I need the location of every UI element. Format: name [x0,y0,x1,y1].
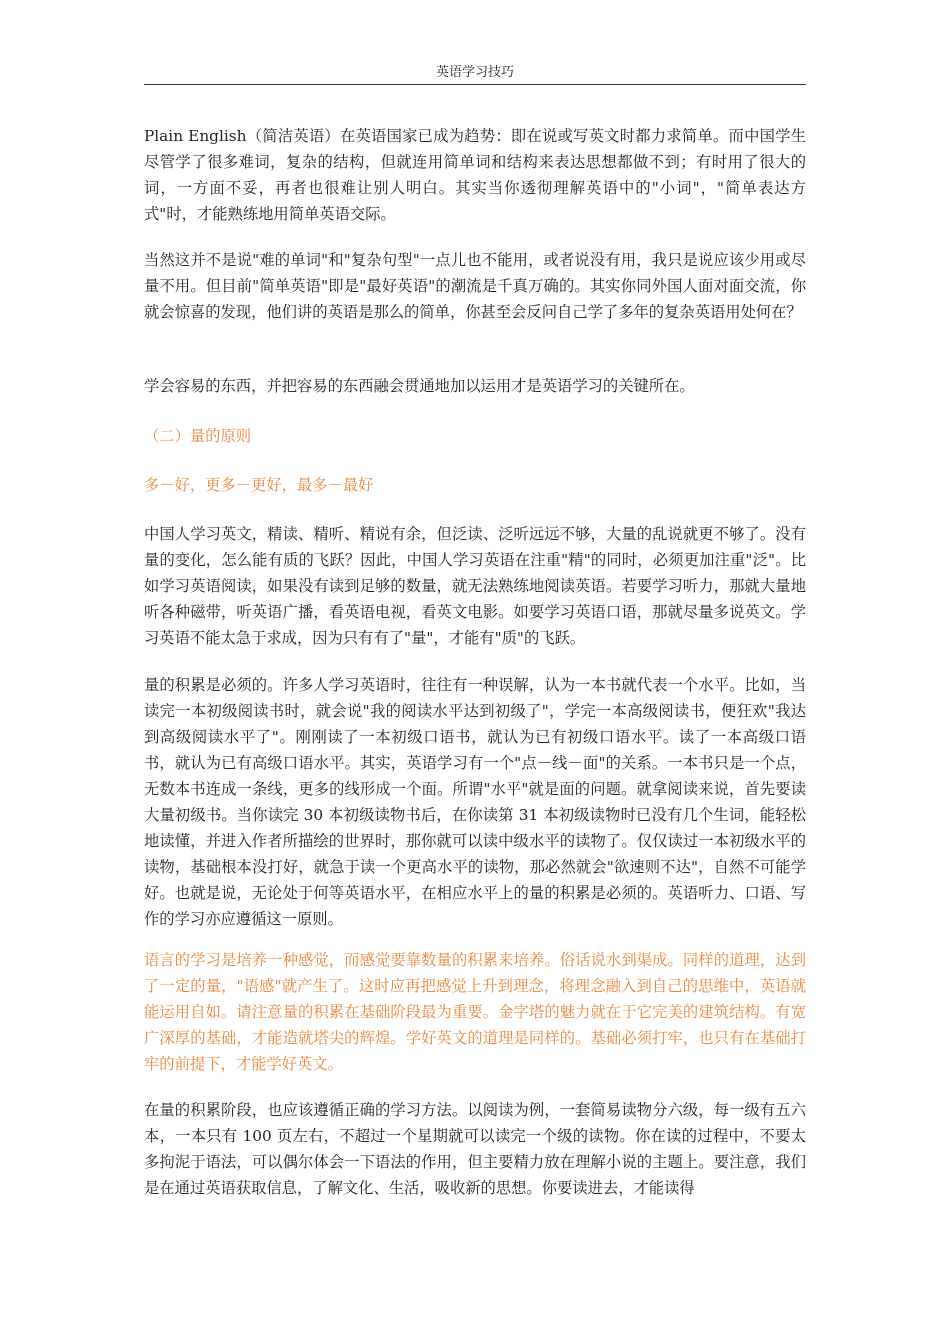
section-heading: （二）量的原则 [144,427,252,445]
paragraph-accumulation: 量的积累是必须的。许多人学习英语时，往往有一种误解，认为一本书就代表一个水平。比如，当读完一本初级阅读书时，就会说"我的阅读水平达到初级了"，学完一本高级阅读书，便狂欢"我达到高级阅读水平了"。刚刚读了一本初级口语书，就认为已有初级口语水平。读了一本高级口语书，就认为已有高级口语水平。其实，英语学习有一个"点－线－面"的关系。一本书只是一个点，无数本书连成一条线，更多的线形成一个面。所谓"水平"就是面的问题。就拿阅读来说，首先要读大量初级书。当你读完 30 本初级读物书后，在你读第 31 本初级读物时已没有几个生词，能轻松地读懂，并进入作者所描绘的世界时，那你就可以读中级水平的读物了。仅仅读过一本初级水平的读物，基础根本没打好，就急于读一个更高水平的读物，那必然就会"欲速则不达"，自然不可能学好。也就是说，无论处于何等英语水平，在相应水平上的量的积累是必须的。英语听力、口语、写作的学习亦应遵循这一原则。 [144,676,806,928]
section-subheading: 多－好，更多－更好，最多－最好 [144,476,374,494]
paragraph-simple-english-trend: 当然这并不是说"难的单词"和"复杂句型"一点儿也不能用，或者说没有用，我只是说应该少用或尽量不用。但目前"简单英语"即是"最好英语"的潮流是千真万确的。其实你同外国人面对面交流，你就会惊喜的发现，他们讲的英语是那么的简单，你甚至会反问自己学了多年的复杂英语用处何在？ [144,251,806,321]
paragraph-quantity-intro: 中国人学习英文，精读、精听、精说有余，但泛读、泛听远远不够，大量的乱说就更不够了。没有量的变化，怎么能有质的飞跃？因此，中国人学习英语在注重"精"的同时，必须更加注重"泛"。比如学习英语阅读，如果没有读到足够的数量，就无法熟练地阅读英语。若要学习听力，那就大量地听各种磁带，听英语广播，看英语电视，看英文电影。如要学习英语口语，那就尽量多说英文。学习英语不能太急于求成，因为只有有了"量"，才能有"质"的飞跃。 [144,525,806,647]
header-divider [144,84,806,85]
paragraph-method: 在量的积累阶段，也应该遵循正确的学习方法。以阅读为例，一套简易读物分六级，每一级有五六本，一本只有 100 页左右，不超过一个星期就可以读完一个级的读物。你在读的过程中，不要太多拘泥于语法，可以偶尔体会一下语法的作用，但主要精力放在理解小说的主题上。要注意，我们是在通过英语获取信息，了解文化、生活，吸收新的思想。你要读进去，才能读得 [144,1101,806,1197]
paragraph-key-point: 学会容易的东西，并把容易的东西融会贯通地加以运用才是英语学习的关键所在。 [144,377,695,395]
page-header: 英语学习技巧 [435,65,514,80]
paragraph-plain-english: Plain English（简洁英语）在英语国家已成为趋势：即在说或写英文时都力求简单。而中国学生尽管学了很多难词，复杂的结构，但就连用简单词和结构来表达思想都做不到；有时用了很大的词，一方面不妥，再者也很难让别人明白。其实当你透彻理解英语中的"小词"，"简单表达方式"时，才能熟练地用简单英语交际。 [144,127,806,223]
paragraph-language-feeling: 语言的学习是培养一种感觉，而感觉要靠数量的积累来培养。俗话说水到渠成。同样的道理，达到了一定的量，"语感"就产生了。这时应再把感觉上升到理念，将理念融入到自己的思维中，英语就能运用自如。请注意量的积累在基础阶段最为重要。金字塔的魅力就在于它完美的建筑结构。有宽广深厚的基础，才能造就塔尖的辉煌。学好英文的道理是同样的。基础必须打牢，也只有在基础打牢的前提下，才能学好英文。 [144,951,806,1073]
